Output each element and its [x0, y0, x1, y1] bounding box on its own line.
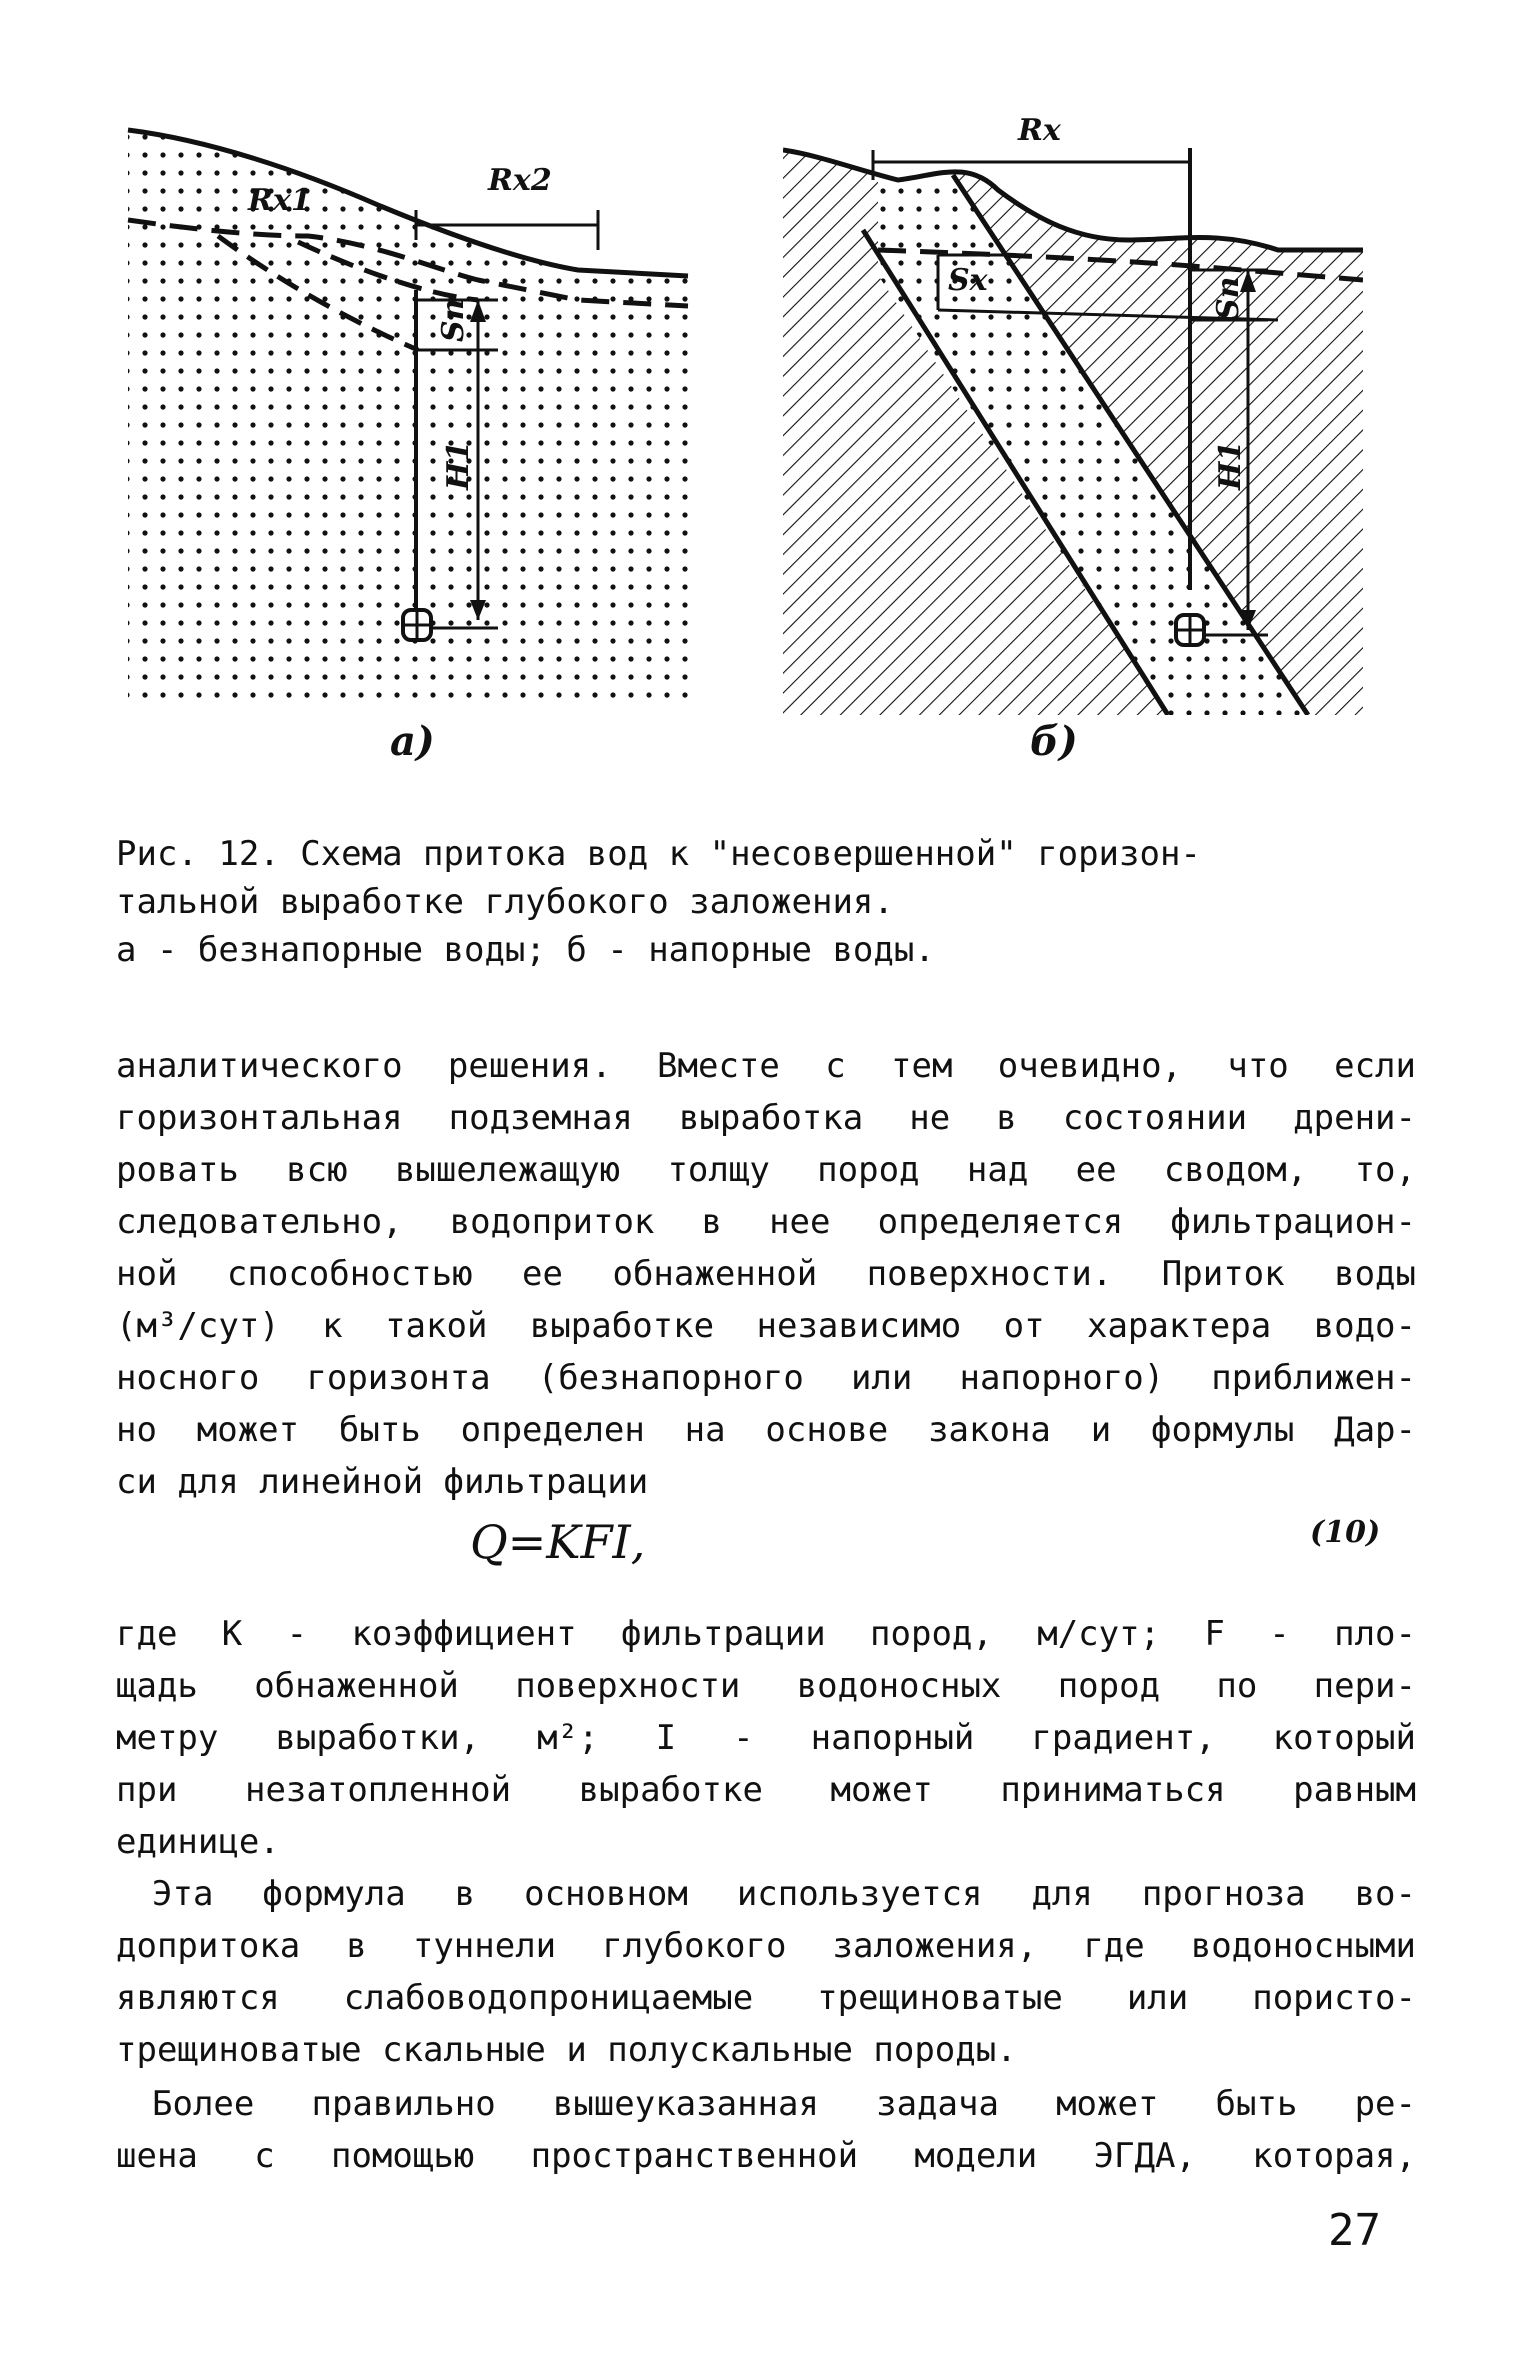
label-sn-a: Sn [436, 298, 471, 342]
text-line: ной способностью ее обнаженной поверхности. Приток воды [116, 1254, 1416, 1294]
text-line: где K - коэффициент фильтрации пород, м/сут; F - пло- [116, 1614, 1416, 1654]
text-line: единице. [116, 1822, 280, 1862]
label-rx2: Rx2 [488, 163, 552, 198]
text-line: но может быть определен на основе закона и формулы Дар- [116, 1410, 1416, 1450]
panel-b-label: б) [1030, 718, 1078, 765]
paragraph-3 [116, 1868, 1416, 2076]
text-line: Более правильно вышеуказанная задача может быть ре- [152, 2084, 1416, 2124]
panel-b-diagram [783, 110, 1363, 715]
label-sx: Sx [948, 263, 988, 298]
text-line: Эта формула в основном используется для прогноза во- [152, 1874, 1416, 1914]
figure-diagram [118, 110, 1388, 720]
panel-a-label: а) [390, 718, 435, 765]
label-rx: Rx [1018, 113, 1061, 148]
page-number: 27 [1328, 2205, 1381, 2256]
label-h1-b: H1 [1213, 440, 1248, 490]
paragraph-1 [116, 1040, 1416, 1508]
paragraph-2 [116, 1608, 1416, 1868]
text-line: аналитического решения. Вместе с тем очевидно, что если [116, 1046, 1416, 1086]
text-line: следовательно, водоприток в нее определяется фильтрацион- [116, 1202, 1416, 1242]
text-line: трещиноватые скальные и полускальные породы. [116, 2030, 1017, 2070]
formula-10: Q=KFI, [470, 1515, 646, 1569]
text-line: являются слабоводопроницаемые трещиноватые или пористо- [116, 1978, 1416, 2018]
text-line: носного горизонта (безнапорного или напорного) приближен- [116, 1358, 1416, 1398]
label-rx1: Rx1 [248, 183, 312, 218]
text-line: метру выработки, м²; I - напорный градиент, который [116, 1718, 1416, 1758]
text-line: при незатопленной выработке может приниматься равным [116, 1770, 1416, 1810]
caption-line: Рис. 12. Схема притока вод к "несовершенной" горизон- [116, 834, 1201, 874]
text-line: си для линейной фильтрации [116, 1462, 649, 1502]
caption-line: тальной выработке глубокого заложения. [116, 882, 894, 922]
caption-line: а - безнапорные воды; б - напорные воды. [116, 930, 935, 970]
panel-a-diagram [128, 130, 688, 710]
text-line: (м³/сут) к такой выработке независимо от характера водо- [116, 1306, 1416, 1346]
text-line: допритока в туннели глубокого заложения, где водоносными [116, 1926, 1416, 1966]
figure-12 [118, 110, 1388, 780]
equation-number: (10) [1310, 1515, 1381, 1550]
text-line: шена с помощью пространственной модели ЭГДА, которая, [116, 2136, 1416, 2176]
text-line: горизонтальная подземная выработка не в состоянии дрени- [116, 1098, 1416, 1138]
label-sn-b: Sn [1211, 276, 1246, 320]
text-line: ровать всю вышележащую толщу пород над ее сводом, то, [116, 1150, 1416, 1190]
text-line: щадь обнаженной поверхности водоносных пород по пери- [116, 1666, 1416, 1706]
label-h1-a: H1 [441, 440, 476, 490]
figure-caption [116, 830, 1416, 974]
paragraph-4 [116, 2078, 1416, 2182]
